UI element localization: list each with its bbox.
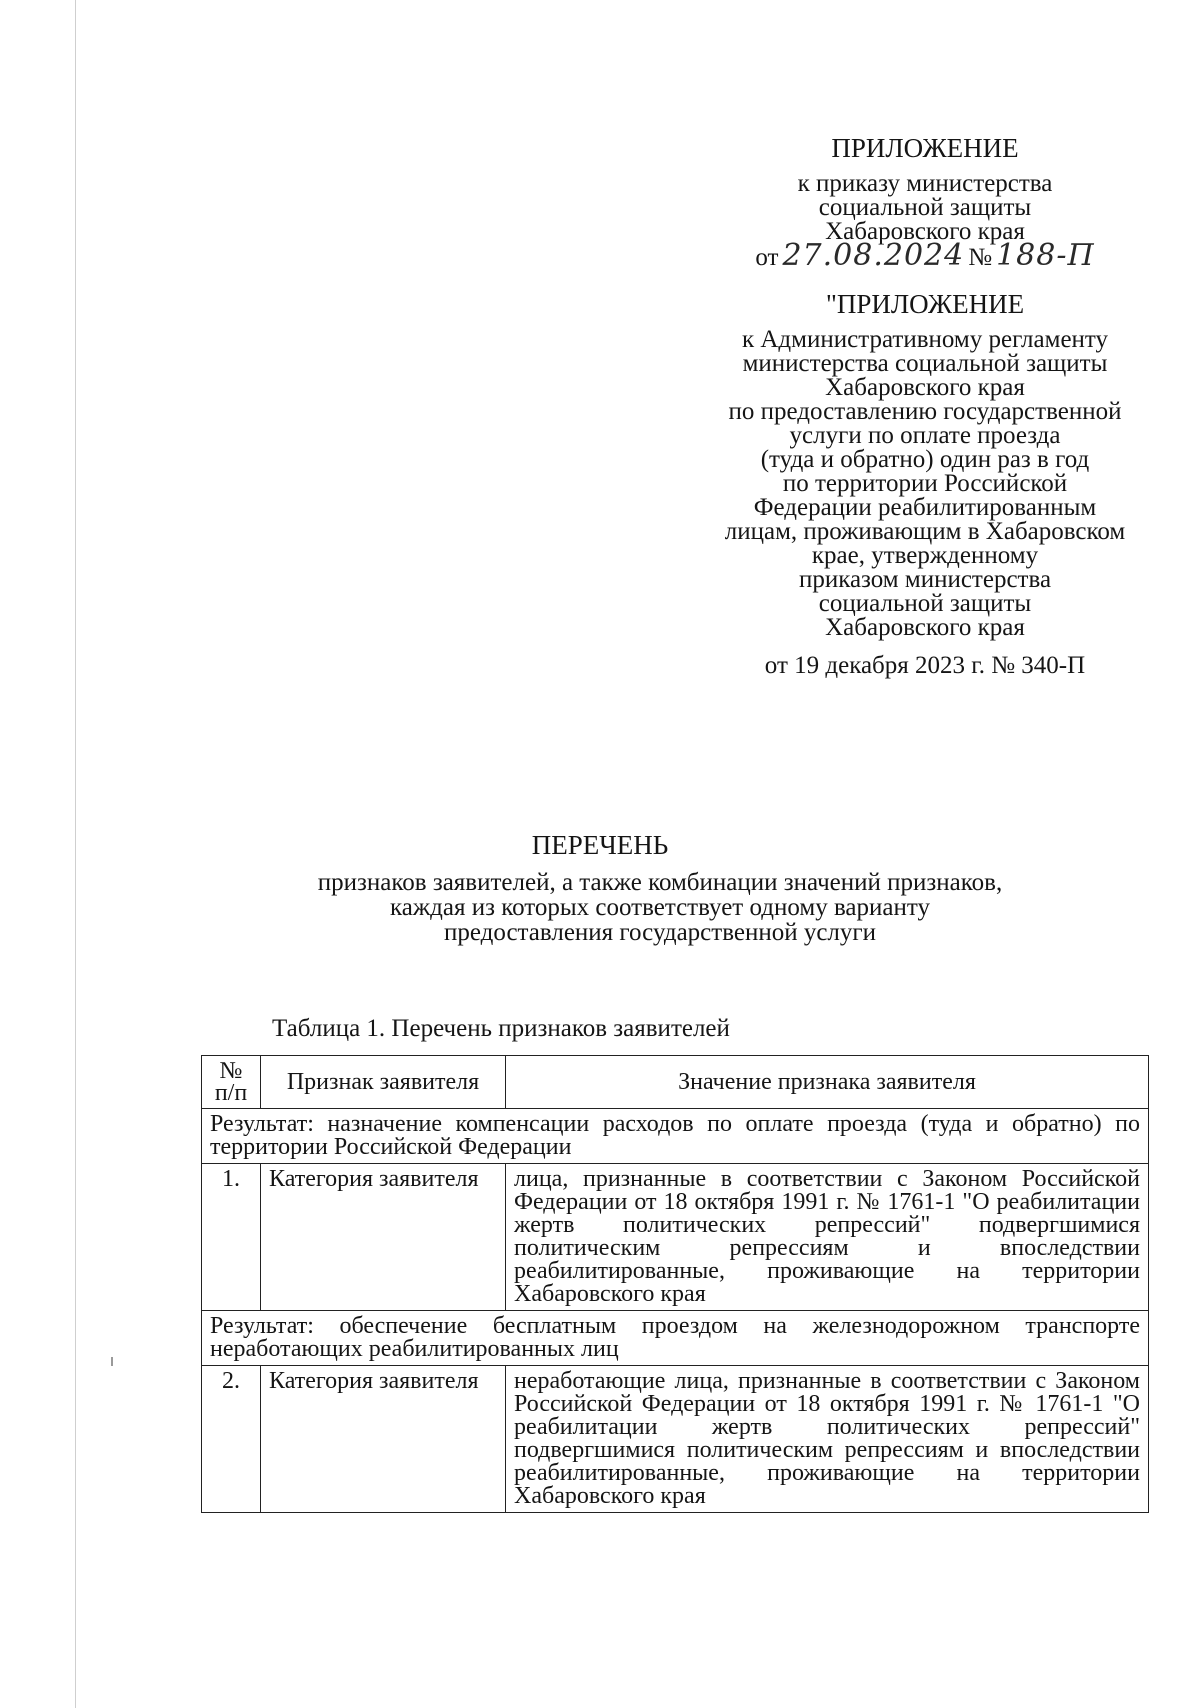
appendix-heading: ПРИЛОЖЕНИЕ bbox=[831, 133, 1019, 163]
list-title: ПЕРЕЧЕНЬ bbox=[531, 830, 669, 860]
number-sign: № bbox=[968, 244, 993, 271]
appendix-heading: "ПРИЛОЖЕНИЕ bbox=[825, 289, 1025, 319]
row-value: неработающие лица, признанные в соответствии с Законом Российской Федерации от 18 октября 1991 г. № 1761-1 "О реабилитации жертв политических репрессий" подвергшимися политическим репрессиям и впоследствии реабилитированные, проживающие на территории Хабаровского края bbox=[506, 1366, 1149, 1513]
appendix-line: приказом министерства bbox=[798, 566, 1052, 593]
appendix-line: по предоставлению государственной bbox=[728, 398, 1122, 425]
appendix-line: услуги по оплате проезда bbox=[789, 422, 1061, 449]
appendix-line: к Административному регламенту bbox=[741, 326, 1109, 353]
appendix-line: Хабаровского края bbox=[825, 218, 1025, 245]
appendix-line: Федерации реабилитированным bbox=[753, 494, 1097, 521]
appendix-line: к приказу министерства bbox=[797, 170, 1053, 197]
appendix-line: социальной защиты bbox=[818, 194, 1032, 221]
table-caption: Таблица 1. Перечень признаков заявителей bbox=[272, 1015, 730, 1042]
appendix-line: министерства социальной защиты bbox=[742, 350, 1108, 377]
row-sign: Категория заявителя bbox=[261, 1366, 506, 1513]
date-prefix: от bbox=[755, 244, 779, 271]
appendix-line: Хабаровского края bbox=[825, 374, 1025, 401]
result-row bbox=[202, 1311, 1149, 1366]
list-subtitle bbox=[240, 870, 1080, 945]
subtitle-line: предоставления государственной услуги bbox=[443, 919, 877, 946]
appendix-line: лицам, проживающим в Хабаровском bbox=[724, 518, 1126, 545]
appendix-line: (туда и обратно) один раз в год bbox=[760, 446, 1090, 473]
handwritten-date: 27.08.2024 bbox=[782, 238, 965, 273]
result-cell: Результат: назначение компенсации расходов по оплате проезда (туда и обратно) по территории Российской Федерации bbox=[202, 1109, 1149, 1164]
table-row bbox=[202, 1164, 1149, 1311]
regulation-date: от 19 декабря 2023 г. № 340-П bbox=[764, 652, 1086, 679]
appendix-line: социальной защиты bbox=[818, 590, 1032, 617]
table-row bbox=[202, 1366, 1149, 1513]
row-number: 1. bbox=[202, 1164, 261, 1311]
row-number: 2. bbox=[202, 1366, 261, 1513]
appendix-line: крае, утвержденному bbox=[811, 542, 1039, 569]
applicant-signs-table bbox=[201, 1055, 1149, 1513]
row-sign: Категория заявителя bbox=[261, 1164, 506, 1311]
appendix-line: Хабаровского края bbox=[825, 614, 1025, 641]
result-cell: Результат: обеспечение бесплатным проездом на железнодорожном транспорте неработающих реабилитированных лиц bbox=[202, 1311, 1149, 1366]
scan-speck bbox=[111, 1357, 113, 1366]
appendix-line: по территории Российской bbox=[782, 470, 1068, 497]
header-value: Значение признака заявителя bbox=[506, 1056, 1149, 1109]
row-value: лица, признанные в соответствии с Законом Российской Федерации от 18 октября 1991 г. № 1761-1 "О реабилитации жертв политических репрессий" подвергшимися политическим репрессиям и впоследствии реабилитированные, проживающие на территории Хабаровского края bbox=[506, 1164, 1149, 1311]
result-row bbox=[202, 1109, 1149, 1164]
handwritten-number: 188-П bbox=[996, 238, 1095, 273]
appendix-order-block bbox=[700, 133, 1150, 273]
header-sign: Признак заявителя bbox=[261, 1056, 506, 1109]
subtitle-line: каждая из которых соответствует одному варианту bbox=[390, 894, 930, 921]
header-num: № п/п bbox=[202, 1056, 261, 1109]
table-header-row bbox=[202, 1056, 1149, 1109]
subtitle-line: признаков заявителей, а также комбинации значений признаков, bbox=[317, 869, 1003, 896]
order-date-row bbox=[755, 238, 1095, 273]
appendix-regulation-block bbox=[700, 289, 1150, 679]
